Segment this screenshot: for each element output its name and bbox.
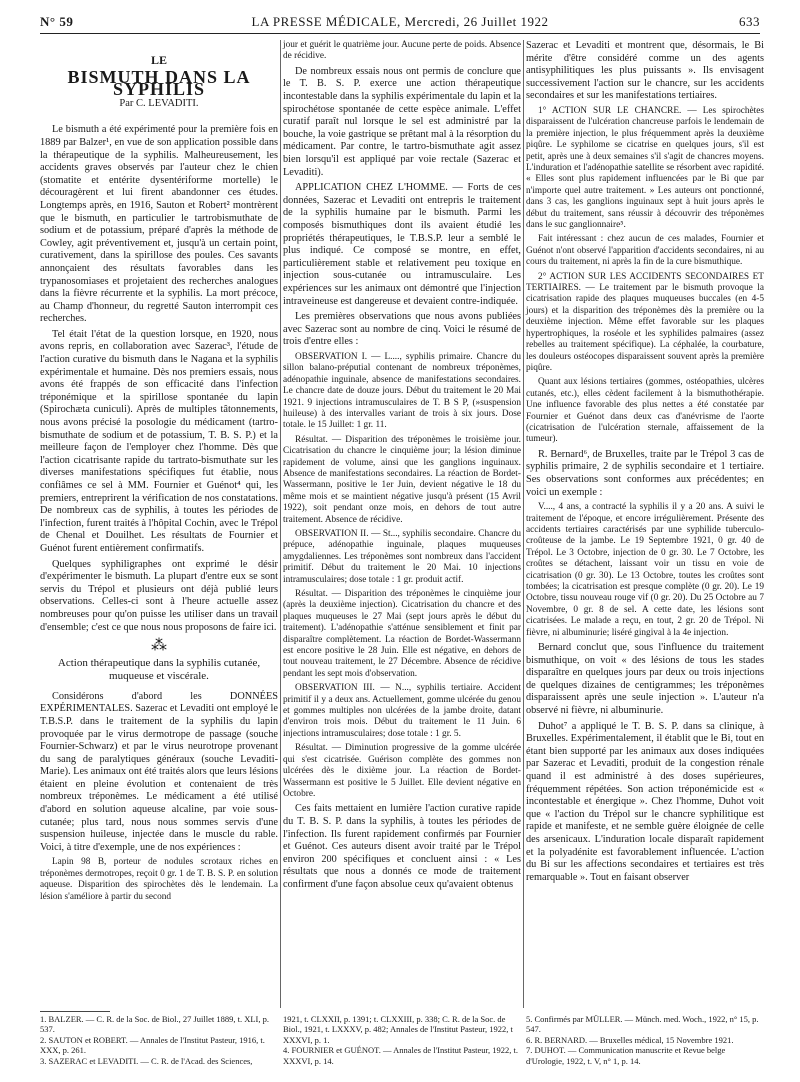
observation-2: OBSERVATION II. — St..., syphilis secondaire. Chancre du prépuce, adénopathie inguinale, plaques muqueuses amygdaliennes. Les tréponèmes sont nombreux dans l'accident primitif. Début du traitement le 20 Mai. 10 injections intramusculaires; dose totale : 1 gr. produit actif. — [283, 528, 521, 585]
secondary-tertiary-section: 2° ACTION SUR LES ACCIDENTS SECONDAIRES ET TERTIAIRES. — Le traitement par le bismuth provoque la cicatrisation rapide des plaques muqueuses buccales (en 4-5 jours) et la disparition des tréponèmes dès la première ou la deuxième injection. Même effet favorable sur les plaques hypertrophiques, la roséole et les syphilides palmaires (assez rebelles au traitement spécifique). La céphalée, la courbature, les douleurs ostéocopes disparaissent souvent après la première piqûre. — [526, 271, 764, 373]
page-number: 633 — [739, 14, 760, 29]
footnotes-column-1 — [40, 1014, 278, 1066]
column-3 — [526, 40, 764, 887]
footnote: 4. FOURNIER et GUÉNOT. — Annales de l'Institut Pasteur, 1922, t. XXXVI, p. 14. — [283, 1045, 518, 1066]
article-title-prefix: LE — [150, 53, 167, 67]
chancre-section-note: Fait intéressant : chez aucun de ces malades, Fournier et Guénot n'ont observé l'apparition d'accidents secondaires, ni au cours du traitement, ni après la fin de la cure bismuthique. — [526, 234, 764, 268]
observation-1-result: Résultat. — Disparition des tréponèmes le troisième jour. Cicatrisation du chancre le cinquième jour; la lésion diminue rapidement de volume, ainsi que les ganglions inguinaux. Absence de manifestations secondaires. La réaction de Bordet-Wassermann, positive le 1er Juin, devient négative le 18 du même mois et se maintient négative jusqu'à présent (15 Avril 1922), soit pendant onze mois, en dehors de tout autre traitement. Absence de récidive. — [283, 434, 521, 525]
column-1 — [40, 40, 278, 906]
experiment-note: Lapin 98 B, porteur de nodules scrotaux riches en tréponèmes dermotropes, reçoit 0 gr. 1 de T. B. S. P. en solution aqueuse. Disparition des spirochètes dès le lendemain. La lésion s'améliore à partir du second — [40, 857, 278, 902]
footnote: 6. R. BERNARD. — Bruxelles médical, 15 Novembre 1921. — [526, 1034, 734, 1045]
paragraph: Bernard conclut que, sous l'influence du traitement bismuthique, on voit « des lésions de tous les stades disparaître en quelques jours par deux ou trois injections de quelques dizaines de centigrammes; les tréponèmes disparaissent après une seule injection ». L'auteur n'a observé ni fièvre, ni albuminurie. — [526, 642, 764, 716]
footnote: 2. SAUTON et ROBERT. — Annales de l'Institut Pasteur, 1916, t. XXX, p. 261. — [40, 1034, 265, 1056]
footnotes-column-3 — [526, 1014, 764, 1066]
case-report: V...., 4 ans, a contracté la syphilis il y a 20 ans. A suivi le traitement de l'époque, et encore irrégulièrement. Présente des accidents tertiaires caractérisés par une syphilide tuberculo-croûteuse de la jambe. Le 19 Septembre 1921, 0 gr. 40 de Trépol. Le 3 Octobre, injection de 0 gr. 30. Le 7 Octobre, les croûtes se détachent, laissant voir un tissu en voie de cicatrisation (0 gr. 30). Le 13 Octobre, toutes les croûtes sont tombées; la cicatrisation est presque complète (0 gr. 20). Le 19 Octobre, tissu nouveau rouge vif (0 gr. 20). Du 25 Octobre au 7 Novembre, 0 gr. 8 de sel. A cette date, les lésions sont cicatrisées. Le malade a reçu, en tout, 2 gr. 20 de Trépol. Ni fièvre, ni albuminurie; liséré gingival à la 4e injection. — [526, 502, 764, 638]
observation-2-result: Résultat. — Disparition des tréponèmes le cinquième jour (après la deuxième injection). Cicatrisation du chancre et des plaques muqueuses le 27 Mai (sept jours après le début du traitement). L'adénopathie s'atténue sensiblement et finit par disparaître complètement. La réaction de Bordet-Wassermann est encore positive le 28 Juin. Elle est négative, en dehors de tout nouveau traitement, le 27 Décembre. Absence de récidive pendant les sept mois d'observation. — [283, 589, 521, 679]
issue-number: N° 59 — [40, 14, 74, 29]
footnote-rule — [40, 1011, 110, 1012]
header-rule — [40, 33, 760, 34]
paragraph: Les premières observations que nous avons publiées avec Sazerac sont au nombre de cinq. Voici le résumé de trois d'entre elles : — [283, 311, 521, 348]
footnote: 3. SAZERAC et LEVADITI. — C. R. de l'Acad. des Sciences, — [40, 1055, 253, 1066]
article-title: BISMUTH DANS LA SYPHILIS — [67, 66, 251, 100]
paragraph: Considérons d'abord les DONNÉES EXPÉRIMENTALES. Sazerac et Levaditi ont employé le T.B.S.P. dans le traitement de la syphilis du lapin provoquée par le virus dermotrope de passage (souche Fournier-Schwarz) et par le virus neurotrope provenant du sang de paralytiques généraux (souche Levaditi-Marie). Les animaux ont été traités alors que leurs lésions étaient en pleine évolution et contenaient de très nombreux tréponèmes. Le médicament a été utilisé d'abord en solution aqueuse alcaline, par voie sous-cutanée; plus tard, nous nous sommes servis d'une suspension huileuse, injectée dans le muscle du rable. Voici, à titre d'exemple, une de nos expériences : — [40, 690, 278, 853]
column-2 — [283, 40, 521, 894]
journal-title: LA PRESSE MÉDICALE, Mercredi, 26 Juillet 1922 — [251, 14, 549, 29]
section-separator-stars: ⁂ — [151, 637, 167, 655]
paragraph: R. Bernard⁶, de Bruxelles, traite par le Trépol 3 cas de syphilis primaire, 2 de syphilis secondaire et 1 tertiaire. Ses observations sont conformes aux précédentes; en voici un exemple : — [526, 448, 764, 498]
section-heading: Action thérapeutique dans la syphilis cutanée, muqueuse et viscérale. — [57, 656, 261, 682]
observation-1: OBSERVATION I. — L...., syphilis primaire. Chancre du sillon balano-préputial contenant de nombreux tréponèmes, adénopathie inguinale, absence de manifestations secondaires. Le chancre date de douze jours. Début du traitement le 20 Mai 1921. 9 injections intramusculaires de T. B S P, (»suspension huileuse) à des intervalles variant de trois à six jours. Dose totale. le 15 Juillet: 1 gr. 11. — [283, 351, 521, 431]
paragraph-continued: Sazerac et Levaditi et montrent que, désormais, le Bi mérite d'être considéré comme un des agents antisyphilitiques les plus puissants ». Ils envisagent successivement l'action sur le chancre, sur les accidents secondaires et sur les manifestations tertiaires. — [526, 40, 764, 102]
running-header — [40, 14, 760, 32]
observation-3-result: Résultat. — Diminution progressive de la gomme ulcérée qui s'est cicatrisée. Guérison complète des gommes non ulcérées dès le dixième jour. La réaction de Bordet-Wassermann est positive le 5 Juillet. Elle devient négative en Octobre. — [283, 743, 521, 799]
paragraph: De nombreux essais nous ont permis de conclure que le T. B. S. P. exerce une action thérapeutique incontestable dans la syphilis expérimentale du lapin et la spirochétose spontanée de cette espèce animale. L'effet curatif paraît nul lorsque le sel est administré par la bouche, la voie gastrique se prêtant mal à la résorption du médicament. Par contre, le tartro-bismuthate agit assez bien lorsqu'il est appliqué par voie rectale (Sazerac et Levaditi). — [283, 65, 521, 178]
footnotes-column-2 — [283, 1014, 521, 1066]
paragraph: Le bismuth a été expérimenté pour la première fois en 1889 par Balzer¹, en vue de son application possible dans la thérapeutique de la syphilis. Malheureusement, les accidents graves observés par l'auteur chez le chien (stomatite et entérite dysentériforme mortelle) le découragèrent et lui firent abandonner ces études. Longtemps après, en 1916, Sauton et Robert² montrèrent que le bismuth, en particulier le tartrobismuthate de sodium et de potassium, préparé d'après la méthode de Cowley, agit préventivement et, jusqu'à un certain point, curativement, dans la spirillose des poules. Ces savants annonçaient des résultats favorables dans les trypanosomiases et projetaient des recherches analogues dans la fièvre récurrente et la syphilis. La mort précoce, au Champ d'honneur, du regretté Sauton interrompit ces recherches. — [40, 124, 278, 325]
footnote: 1. BALZER. — C. R. de la Soc. de Biol., 27 Juillet 1889, t. XLI, p. 537. — [40, 1014, 270, 1035]
footnote: 7. DUHOT. — Communication manuscrite et Revue belge d'Urologie, 1922, t. V, n° 1, p. 14. — [526, 1045, 726, 1066]
tertiary-lesions-note: Quant aux lésions tertiaires (gommes, ostéopathies, ulcères cutanés, etc.), elles cèdent facilement à la bismuthothérapie. Une influence favorable des plus nettes a été constatée par Fournier et Guénot dans deux cas d'anévrisme de l'aorte (cicatrisation de l'ulcération sternale, affaissement de la tumeur). — [526, 377, 764, 445]
observation-3: OBSERVATION III. — N..., syphilis tertiaire. Accident primitif il y a deux ans. Actuellement, gomme ulcérée du genou et gommes multiples non ulcérées de la jambe droite, datant d'environ trois mois. Début du traitement le 11 Juin. 6 injections intramusculaires; dose totale : 1 gr. 5. — [283, 683, 521, 739]
footnote: 1921, t. CLXXII, p. 1391; t. CLXXIII, p. 338; C. R. de la Soc. de Biol., 1921, t. LXXXV, p. 482; Annales de l'Institut Pasteur, 1922, t XXXVI, p. 1. — [283, 1014, 513, 1045]
paragraph: Quelques syphiligraphes ont exprimé le désir d'expérimenter le bismuth. La plupart d'entre eux se sont servis du Trépol et plusieurs ont déjà publié leurs observations. Celles-ci sont à l'heure actuelle assez nombreuses pour qu'on puisse les utiliser dans un travail d'ensemble; c'est ce que nous nous proposons de faire ici. — [40, 558, 278, 633]
paragraph: APPLICATION CHEZ L'HOMME. — Forts de ces données, Sazerac et Levaditi ont entrepris le traitement de la syphilis humaine par le bismuth. Parmi les composés bismuthiques dont ils avaient étudié les propriétés thérapeutiques, le T.B.S.P. leur a semblé le plus indiqué. Ce composé se montre, en effet, particulièrement stable et relativement peu toxique en injection sous-cutanée ou intramusculaire. Les expériences sur les animaux ont démontré que l'injection intraveineuse est dangereuse et devaient contre-indiquée. — [283, 182, 521, 307]
chancre-section: 1° ACTION SUR LE CHANCRE. — Les spirochètes disparaissent de l'ulcération chancreuse parfois le lendemain de la première injection, le plus fréquemment après la deuxième piqûre. Le syphilome se cicatrise en quelques jours, s'il est petit, après une à deux semaines s'il s'agit de chancres moyens. L'induration et l'adénopathie satellite se résorbent avec rapidité. « Elles sont plus rapidement influencées par le Bi que par n'importe quel autre traitement. » Les auteurs ont ponctionné, dans 3 cas, les ganglions inguinaux sept à huit jours après le début du traitement, sans réussir à découvrir des tréponèmes dans le suc ganglionnaire⁵. — [526, 105, 764, 231]
experiment-note-continued: jour et guérit le quatrième jour. Aucune perte de poids. Absence de récidive. — [283, 40, 521, 62]
footnote: 5. Confirmés par MÜLLER. — Münch. med. Woch., 1922, n° 15, p. 547. — [526, 1014, 759, 1035]
column-separator — [280, 40, 281, 1008]
paragraph: Duhot⁷ a appliqué le T. B. S. P. dans sa clinique, à Bruxelles. Expérimentalement, il établit que le Bi, tout en étant bien supporté par les animaux aux doses indiquées par Sazerac et Levaditi, produit de la congestion rénale quand il est administré à des doses supérieures, fréquemment répétées. Son action tréponémicide est « incontestable et énergique ». Chez l'homme, Duhot voit que « l'action du Trépol sur le chancre syphilitique est rapide et manifeste, et ne semble guère éloignée de celle des arsenicaux. L'induration locale disparaît rapidement et la polyadénite est favorablement influencée. L'action du Bi sur les affections secondaires et tertiaires est très remarquable ». Tout en faisant observer — [526, 720, 764, 883]
article-author: Par C. LEVADITI. — [119, 97, 199, 109]
paragraph: Tel était l'état de la question lorsque, en 1920, nous avons repris, en collaboration avec Sazerac³, l'étude de l'action curative du bismuth dans le Nagana et la syphilis expérimentale et humaine. Dès nos premiers essais, nous avons été frappés de son efficacité dans l'infection tréponémique et la spirillose spontanée du lapin (Spirochæta cuniculi). Après de multiples tâtonnements, nous avons précisé la posologie du médicament (tartro-bismuthate de sodium et de potassium, T. B. S. P.) et la meilleure façon de l'employer chez l'homme. Dès que l'action cicatrisante rapide du tartrato-bismuthate sur les diverses manifestations spécifiques fut établie, nous confiâmes ce sel à MM. Fournier et Guénot⁴ qui, les premiers, entreprirent la vérification de nos constatations. De nombreux cas de syphilis, à toutes les périodes de l'infection, furent traités à l'hôpital Cochin, avec le Trépol de Chenal et Douilhet. Les résultats de Fournier et Guénot furent entièrement confirmatifs. — [40, 328, 278, 554]
paragraph: Ces faits mettaient en lumière l'action curative rapide du T. B. S. P. dans la syphilis, à toutes les périodes de l'infection. Ils furent rapidement confirmés par Fournier et Guénot. Ces auteurs disent avoir traité par le Trépol environ 200 spécifiques et concluent ainsi : « Les résultats que nous a donnés ce mode de traitement confirment d'une façon absolue ceux qu'avaient obtenus — [283, 803, 521, 890]
column-separator — [523, 40, 524, 1008]
